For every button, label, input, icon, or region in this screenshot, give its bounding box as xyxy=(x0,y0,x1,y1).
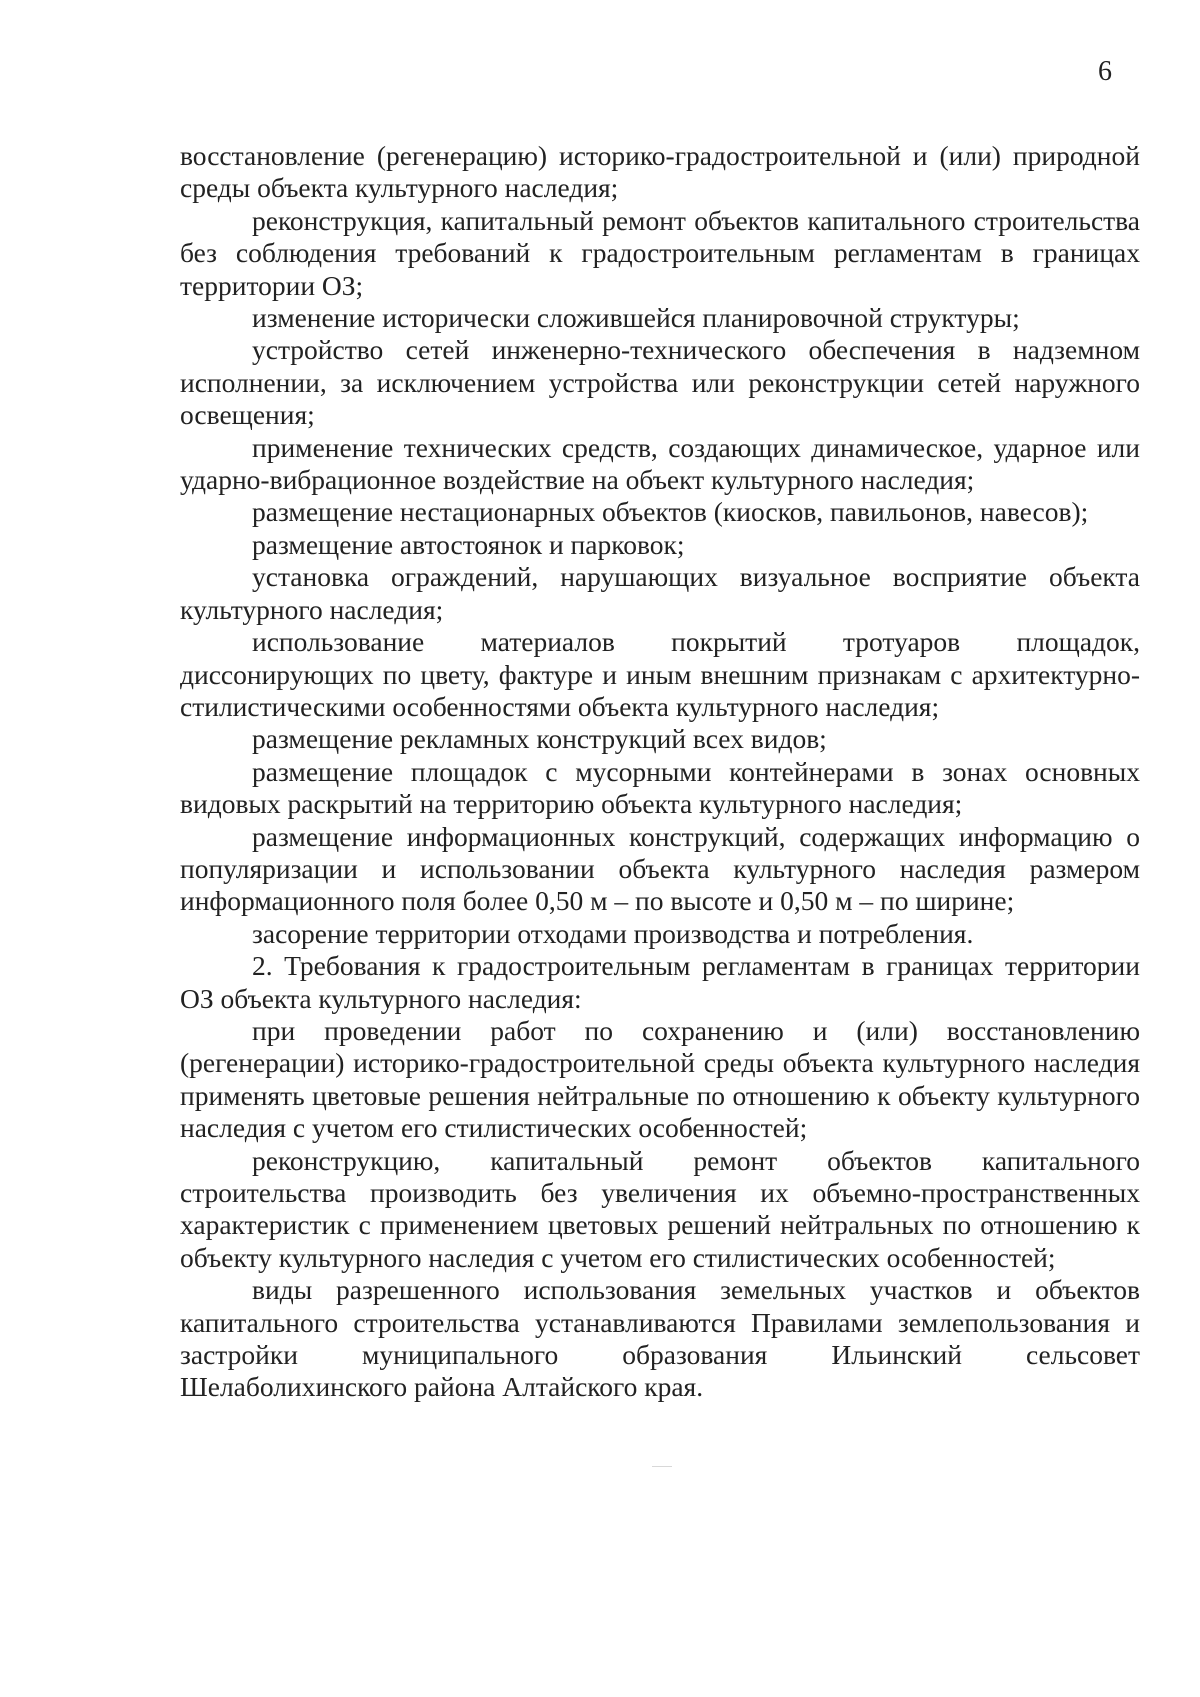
paragraph: применение технических средств, создающих динамическое, ударное или ударно-вибрационное воздействие на объект культурного наследия; xyxy=(180,431,1140,496)
paragraph: виды разрешенного использования земельных участков и объектов капитального строительства устанавливаются Правилами землепользования и застройки муниципального образования Ильинский сельсовет Шелаболихинского района Алтайского края. xyxy=(180,1274,1140,1403)
paragraph: при проведении работ по сохранению и (или) восстановлению (регенерации) историко-градостроительной среды объекта культурного наследия применять цветовые решения нейтральные по отношению к объекту культурного наследия с учетом его стилистических особенностей; xyxy=(180,1014,1140,1144)
paragraph: восстановление (регенерацию) историко-градостроительной и (или) природной среды объекта культурного наследия; xyxy=(180,140,1140,204)
paragraph: размещение нестационарных объектов (киосков, павильонов, навесов); xyxy=(252,496,1089,528)
document-body xyxy=(180,140,1140,1404)
paragraph: установка ограждений, нарушающих визуальное восприятие объекта культурного наследия; xyxy=(180,561,1140,625)
paragraph: использование материалов покрытий тротуаров площадок, диссонирующих по цвету, фактуре и иным внешним признакам с архитектурно-стилистическими особенностями объекта культурного наследия; xyxy=(180,626,1140,722)
paragraph: реконструкцию, капитальный ремонт объектов капитального строительства производить без увеличения их объемно-пространственных характеристик с применением цветовых решений нейтральных по отношению к объекту культурного наследия с учетом его стилистических особенностей; xyxy=(180,1144,1140,1273)
paragraph: реконструкция, капитальный ремонт объектов капитального строительства без соблюдения требований к градостроительным регламентам в границах территории ОЗ; xyxy=(180,204,1140,301)
paragraph: устройство сетей инженерно-технического обеспечения в надземном исполнении, за исключением устройства или реконструкции сетей наружного освещения; xyxy=(180,334,1140,431)
paragraph: размещение рекламных конструкций всех видов; xyxy=(252,723,827,755)
scan-artifact xyxy=(652,1466,672,1467)
paragraph: размещение автостоянок и парковок; xyxy=(252,528,685,560)
paragraph: размещение информационных конструкций, содержащих информацию о популяризации и использовании объекта культурного наследия размером информационного поля более 0,50 м – по высоте и 0,50 м – по ширине; xyxy=(180,820,1140,917)
section-heading-paragraph: 2. Требования к градостроительным регламентам в границах территории ОЗ объекта культурного наследия: xyxy=(180,950,1140,1014)
page-number: 6 xyxy=(1098,56,1112,87)
paragraph: засорение территории отходами производства и потребления. xyxy=(252,917,974,949)
paragraph: размещение площадок с мусорными контейнерами в зонах основных видовых раскрытий на территорию объекта культурного наследия; xyxy=(180,755,1140,820)
paragraph: изменение исторически сложившейся планировочной структуры; xyxy=(252,302,1020,334)
